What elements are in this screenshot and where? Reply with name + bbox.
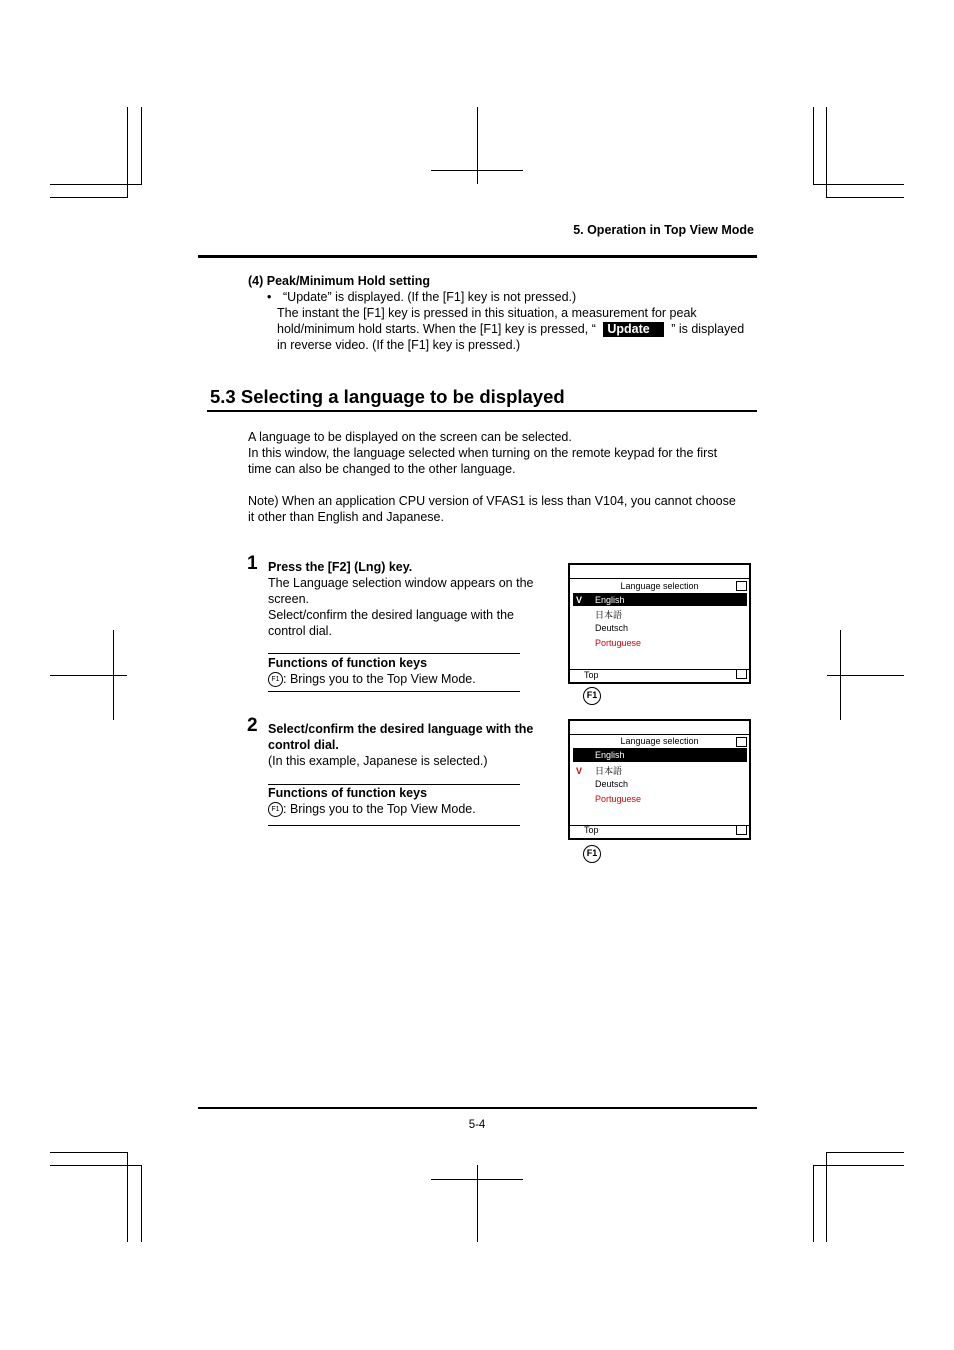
crop-mark	[50, 1165, 141, 1166]
checkbox-icon	[736, 737, 747, 747]
language-screen-1	[568, 563, 751, 684]
crop-mark	[826, 197, 904, 198]
step1-number: 1	[247, 553, 258, 574]
language-item[interactable]: English	[595, 595, 625, 605]
step2-title2: control dial.	[268, 738, 339, 752]
step1-line3: Select/confirm the desired language with the	[268, 608, 514, 622]
peak-line2: The instant the [F1] key is pressed in this situation, a measurement for peak	[277, 306, 697, 320]
language-item[interactable]: 日本語	[595, 610, 623, 620]
peak-line3	[277, 321, 744, 337]
peak-line4: in reverse video. (If the [F1] key is pressed.)	[277, 338, 521, 352]
crop-mark	[50, 675, 127, 676]
language-item[interactable]: Portuguese	[595, 638, 642, 648]
step2-fk-row	[268, 801, 476, 817]
step1-line1: The Language selection window appears on the	[268, 576, 534, 590]
step1-line4: control dial.	[268, 624, 332, 638]
screen-title: Language selection	[620, 736, 699, 746]
step2-title1: Select/confirm the desired language with the	[268, 722, 534, 736]
crop-mark	[141, 1165, 142, 1242]
fk-rule-bottom	[268, 825, 520, 826]
language-item[interactable]: Deutsch	[595, 623, 629, 633]
chapter-header: 5. Operation in Top View Mode	[573, 223, 754, 237]
step2-number: 2	[247, 715, 258, 736]
screen-footer: Top	[584, 825, 599, 835]
crop-mark	[826, 1152, 904, 1153]
intro-line3: time can also be changed to the other language.	[248, 462, 516, 476]
header-rule	[198, 255, 757, 258]
crop-mark	[431, 170, 523, 171]
peak-heading: (4) Peak/Minimum Hold setting	[248, 274, 430, 288]
page-number: 5-4	[468, 1119, 486, 1131]
crop-mark	[50, 1152, 128, 1153]
bullet: •	[267, 290, 272, 304]
crop-mark	[141, 107, 142, 185]
step2-fk-heading: Functions of function keys	[268, 786, 428, 800]
section-title-rule	[207, 410, 757, 412]
check-mark: V	[576, 766, 583, 776]
f1-key-icon: F1	[268, 802, 283, 817]
checkbox-icon	[736, 669, 747, 679]
screen-title: Language selection	[620, 581, 699, 591]
intro-line1: A language to be displayed on the screen can be selected.	[248, 430, 572, 444]
intro-line2: In this window, the language selected when turning on the remote keypad for the first	[248, 446, 718, 460]
section-title: 5.3 Selecting a language to be displayed	[210, 386, 565, 407]
f1-key-icon[interactable]: F1	[583, 845, 601, 863]
step1-fk-row	[268, 671, 476, 687]
peak-line3-a: hold/minimum hold starts. When the [F1] key is pressed, “	[277, 322, 596, 336]
note-line2: it other than English and Japanese.	[248, 510, 444, 524]
f1-key-icon[interactable]: F1	[583, 687, 601, 705]
check-mark: V	[576, 595, 583, 605]
peak-line1: “Update” is displayed. (If the [F1] key is not pressed.)	[283, 290, 577, 304]
crop-mark	[813, 107, 814, 185]
step2-fk-desc: : Brings you to the Top View Mode.	[283, 802, 476, 816]
f1-key-icon: F1	[268, 672, 283, 687]
step1-fk-heading: Functions of function keys	[268, 656, 428, 670]
step1-fk-desc: : Brings you to the Top View Mode.	[283, 672, 476, 686]
crop-mark	[50, 197, 128, 198]
crop-mark	[813, 184, 904, 185]
crop-mark	[431, 1179, 523, 1180]
language-item[interactable]: English	[595, 750, 625, 760]
fk-rule-bottom	[268, 691, 520, 692]
crop-mark	[813, 1165, 814, 1242]
fk-rule-top	[268, 653, 520, 654]
language-item[interactable]: Deutsch	[595, 779, 629, 789]
crop-mark	[813, 1165, 904, 1166]
language-item[interactable]: 日本語	[595, 766, 623, 776]
language-screen-2	[568, 719, 751, 840]
crop-mark	[477, 1165, 478, 1242]
note-line1: Note) When an application CPU version of VFAS1 is less than V104, you cannot choose	[248, 494, 736, 508]
crop-mark	[477, 107, 478, 184]
footer-rule	[198, 1107, 757, 1109]
update-reverse-label: Update	[603, 322, 663, 337]
peak-line3-b: ” is displayed	[671, 322, 745, 336]
step1-line2: screen.	[268, 592, 309, 606]
step2-line1: (In this example, Japanese is selected.)	[268, 754, 488, 768]
crop-mark	[827, 675, 904, 676]
step1-title: Press the [F2] (Lng) key.	[268, 560, 413, 574]
checkbox-icon	[736, 825, 747, 835]
language-item[interactable]: Portuguese	[595, 794, 642, 804]
screen-footer: Top	[584, 670, 599, 680]
checkbox-icon	[736, 581, 747, 591]
crop-mark	[50, 184, 141, 185]
